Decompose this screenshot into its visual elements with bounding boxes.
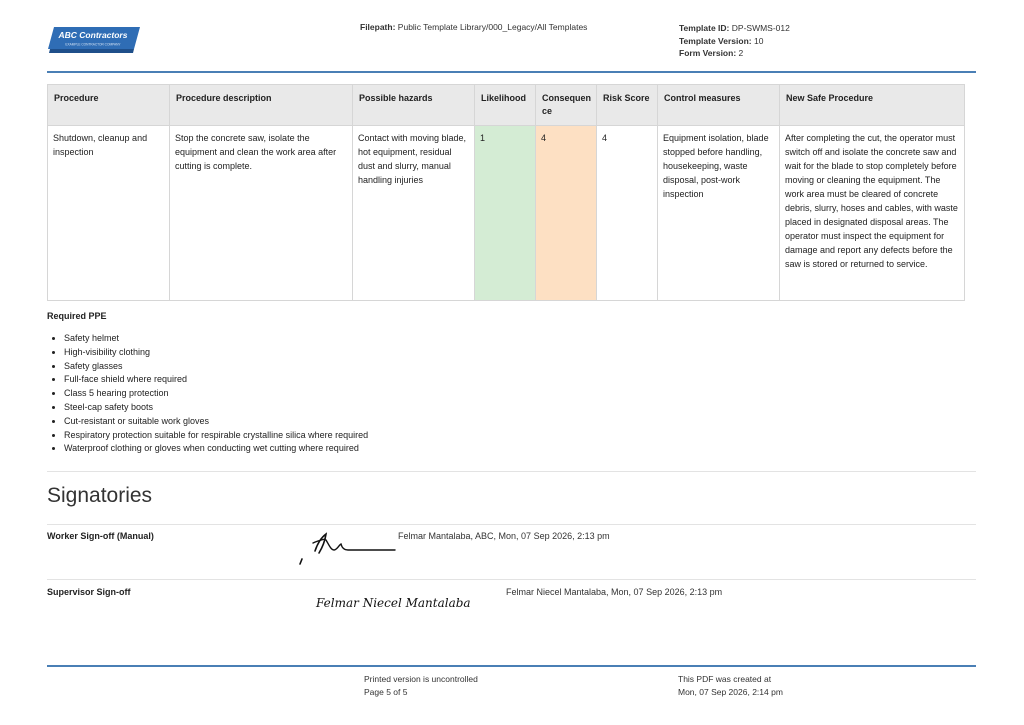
form-version-value: 2: [738, 48, 744, 58]
worker-signoff-details: Felmar Mantalaba, ABC, Mon, 07 Sep 2026, 2:13 pm: [398, 531, 610, 541]
created-value: Mon, 07 Sep 2026, 2:14 pm: [678, 686, 783, 697]
supervisor-signoff-label: Supervisor Sign-off: [47, 587, 131, 597]
worker-signature: [298, 528, 398, 568]
section-divider: [47, 471, 976, 472]
company-logo: [48, 27, 140, 53]
list-item: • Waterproof clothing or gloves when conducting wet cutting where required: [64, 442, 368, 456]
procedure-cell: Shutdown, cleanup and inspection: [48, 126, 170, 301]
list-item: • Safety glasses: [64, 360, 368, 374]
filepath-value: Public Template Library/000_Legacy/All Templates: [397, 22, 588, 32]
table-header-row: [48, 85, 965, 126]
logo-text: ABC Contractors: [58, 30, 128, 40]
created-label: This PDF was created at: [678, 674, 772, 684]
column-header: Consequen ce: [536, 85, 597, 126]
footer-right: [678, 673, 783, 698]
footer-left: [364, 673, 478, 698]
control-measures-cell: Equipment isolation, blade stopped before handling, housekeeping, waste disposal, post-work inspection: [658, 126, 780, 301]
list-item: • High-visibility clothing: [64, 346, 368, 360]
hazards-cell: Contact with moving blade, hot equipment, residual dust and slurry, manual handling injuries: [353, 126, 475, 301]
list-item: • Full-face shield where required: [64, 373, 368, 387]
risk-score-cell: 4: [597, 126, 658, 301]
ppe-list: [47, 332, 368, 456]
column-header: Control measures: [658, 85, 780, 126]
worker-signoff-label: Worker Sign-off (Manual): [47, 531, 154, 541]
row-divider: [47, 579, 976, 580]
footer-rule: [47, 665, 976, 667]
template-meta: [679, 22, 790, 60]
supervisor-signoff-details: Felmar Niecel Mantalaba, Mon, 07 Sep 2026, 2:13 pm: [506, 587, 723, 597]
column-header: Possible hazards: [353, 85, 475, 126]
form-version-label: Form Version:: [679, 48, 737, 58]
ppe-title: Required PPE: [47, 311, 107, 321]
list-item: • Cut-resistant or suitable work gloves: [64, 415, 368, 429]
header-rule: [47, 71, 976, 73]
signatories-title: Signatories: [47, 484, 153, 507]
filepath-label: Filepath:: [360, 22, 396, 32]
likelihood-cell: 1: [475, 126, 536, 301]
risk-table: [47, 84, 965, 301]
column-header: Procedure description: [170, 85, 353, 126]
column-header: New Safe Procedure: [780, 85, 965, 126]
logo-subtext: EXAMPLE CONTRACTOR COMPANY: [65, 42, 121, 47]
column-header: Procedure: [48, 85, 170, 126]
page-number: Page 5 of 5: [364, 686, 408, 697]
list-item: • Steel-cap safety boots: [64, 401, 368, 415]
column-header: Likelihood: [475, 85, 536, 126]
list-item: • Safety helmet: [64, 332, 368, 346]
list-item: • Respiratory protection suitable for respirable crystalline silica where required: [64, 429, 368, 443]
column-header: Risk Score: [597, 85, 658, 126]
template-id-value: DP-SWMS-012: [731, 23, 790, 33]
table-row: [48, 126, 965, 301]
template-id-label: Template ID:: [679, 23, 730, 33]
description-cell: Stop the concrete saw, isolate the equipment and clean the work area after cutting is complete.: [170, 126, 353, 301]
list-item: • Class 5 hearing protection: [64, 387, 368, 401]
uncontrolled-notice: Printed version is uncontrolled: [364, 674, 478, 684]
template-version-value: 10: [753, 35, 764, 46]
new-safe-procedure-cell: After completing the cut, the operator must switch off and isolate the concrete saw and wait for the blade to stop completely before moving or cleaning the equipment. The work area must be cleared of concrete debris, slurry, hoses and cables, with waste placed in designated disposal areas. The operator must inspect the equipment for damage and report any defects before the saw is stored or returned to service.: [780, 126, 965, 301]
supervisor-signature: Felmar Niecel Mantalaba: [316, 596, 471, 610]
consequence-cell: 4: [536, 126, 597, 301]
filepath: [360, 22, 587, 32]
row-divider: [47, 524, 976, 525]
template-version-label: Template Version:: [679, 35, 752, 46]
